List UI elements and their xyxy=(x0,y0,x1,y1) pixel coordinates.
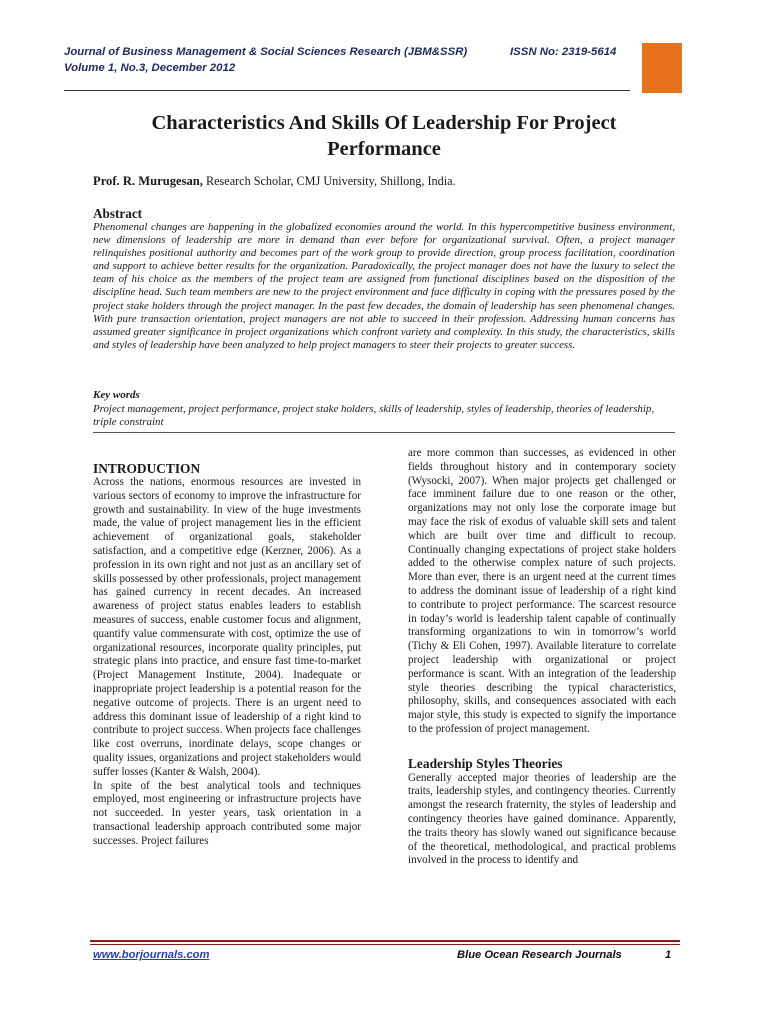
abstract-heading: Abstract xyxy=(93,206,143,221)
footer-rule-thin xyxy=(90,944,680,945)
publisher-name: Blue Ocean Research Journals xyxy=(457,949,622,961)
title-line-1: Characteristics And Skills Of Leadership For Project xyxy=(151,112,617,134)
introduction-heading: INTRODUCTION xyxy=(93,461,201,476)
journal-name: Journal of Business Management & Social Sciences Research (JBM&SSR) xyxy=(64,46,468,58)
keywords-list: Project management, project performance, project stake holders, skills of leadership, styles of leadership, theories of leadership, triple constraint xyxy=(93,403,655,428)
author-affiliation: Research Scholar, CMJ University, Shillong, India. xyxy=(202,174,456,188)
issn-number: ISSN No: 2319-5614 xyxy=(510,46,617,58)
keywords-rule xyxy=(93,432,675,433)
intro-paragraph-3: are more common than successes, as evidenced in other fields throughout history and in contemporary society (Wysocki, 2007). When major projects get challenged or face imminent failure due to one reason or the other, organizations may not only lose the corporate image but may face the risk of exodus of valuable skill sets and talent which are built over time and difficult to recoup. Continually changing expectations of project stake holders added to the otherwise complex nature of such projects. More than ever, there is an urgent need at the current times to address the dominant issue of leadership of a right kind to contribute to project performance. The scarcest resource in today’s world is leadership talent capable of continually transforming organizations to win in tomorrow’s world (Tichy & Eli Cohen, 1997). Available literature to correlate project leadership with organizational or project performance is scant. With an integration of the leadership style theories describing the typical characteristics, philosophy, skills, and consequences associated with each major style, this study is expected to signify the importance to the profession of project management. xyxy=(408,447,676,735)
keywords-heading: Key words xyxy=(93,389,140,401)
left-column xyxy=(93,476,361,849)
page-number: 1 xyxy=(665,949,672,961)
right-column xyxy=(408,447,676,868)
volume-info: Volume 1, No.3, December 2012 xyxy=(64,62,236,74)
orange-accent-block xyxy=(642,43,682,93)
paper-title xyxy=(96,110,672,162)
journal-header xyxy=(64,44,617,76)
header-rule xyxy=(64,90,630,91)
footer-rule-thick xyxy=(90,940,680,942)
intro-paragraph-2: In spite of the best analytical tools and techniques employed, most engineering or infrastructure projects have not succeeded. In yester years, task orientation in a transactional leadership approach contributed some major successes. Project failures xyxy=(93,779,361,847)
journal-website-link[interactable]: www.borjournals.com xyxy=(93,949,210,961)
title-line-2: Performance xyxy=(327,138,441,160)
author-line xyxy=(93,174,456,189)
abstract-body: Phenomenal changes are happening in the globalized economies around the world. In this hypercompetitive business environment, new dimensions of leadership are more in demand than ever before for organizational survival. Often, a project manager relinquishes positional authority and becomes part of the work group to provide direction, group process facilitation, coordination and support to achieve better results for the organization. Paradoxically, the project manager does not have the luxury to select the team of his choice as the members of the project team are assigned from functional disciplines based on the disposition of the discipline head. Such team members are new to the project environment and face difficulty in coping with the pressures posed by the project stake holders through the project manager. In the past few decades, the domain of leadership has seen phenomenal changes. With pure transaction orientation, project managers are not able to succeed in their profession. Addressing human concerns has assumed greater significance in project organizations which confront variety and complexity. In this study, the characteristics, skills and styles of leadership have been analyzed to help project managers to steer their projects to greater success. xyxy=(93,221,675,351)
leadership-paragraph-1: Generally accepted major theories of leadership are the traits, leadership styles, and contingency theories. Currently amongst the research fraternity, the styles of leadership and contingency theories have gained dominance. Apparently, the traits theory has slowly waned out significance because of the theoretical, methodological, and practical problems involved in the process to identify and xyxy=(408,771,676,867)
author-name: Prof. R. Murugesan, xyxy=(93,174,203,188)
intro-paragraph-1: Across the nations, enormous resources are invested in various sectors of economy to improve the infrastructure for growth and sustainability. In view of the huge investments made, the value of project management lies in the efficient achievement of organizational goals, stakeholder satisfaction, and a competitive edge (Kerzner, 2006). As a profession in its own right and not just as an ancillary set of skills possessed by other professionals, project management has gained currency in recent decades. An increased awareness of project status enables leaders to establish measures of success, enable customer focus and alignment, quantify value commensurate with cost, optimize the use of organizational resources, incorporate quality principles, put strategic plans into practice, and ensure fast time-to-market (Project Management Institute, 2004). Inadequate or inappropriate project leadership is a potential reason for the negative outcome of projects. There is an urgent need to address this dominant issue of leadership of a right kind to contribute to project success. When projects face challenges like cost overruns, inordinate delays, scope changes or quality issues, organizations and project stakeholders would suffer losses (Kanter & Walsh, 2004). xyxy=(93,476,361,778)
leadership-styles-heading: Leadership Styles Theories xyxy=(408,755,563,771)
